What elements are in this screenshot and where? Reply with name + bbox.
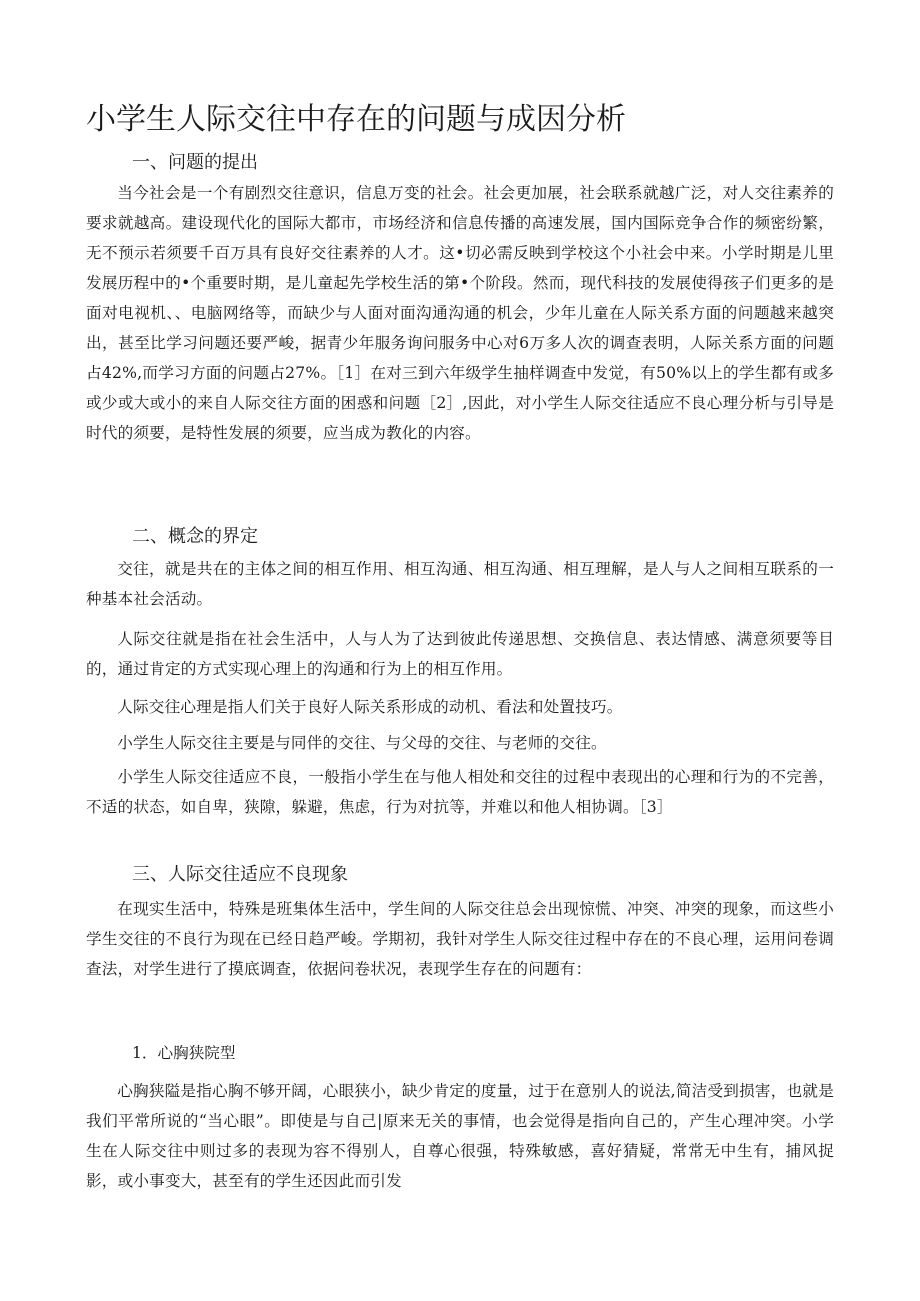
section-heading-3: 三、人际交往适应不良现象	[132, 864, 348, 885]
section-2-paragraph-4: 小学生人际交往主要是与同伴的交往、与父母的交往、与老师的交往。	[117, 734, 607, 752]
document-title: 小学生人际交往中存在的问题与成因分析	[86, 102, 626, 137]
section-2-paragraph-1: 交往，就是共在的主体之间的相互作用、相互沟通、相互沟通、相互理解，是人与人之间相互联系的一种基本社会活动。	[86, 560, 834, 608]
section-2-paragraph-5: 小学生人际交往适应不良，一般指小学生在与他人相处和交往的过程中表现出的心理和行为的不完善，不适的状态，如自卑，狭隙，躲避，焦虑，行为对抗等，并难以和他人相协调。［3］	[86, 768, 834, 816]
section-heading-1: 一、问题的提出	[132, 152, 258, 173]
subsection-1-paragraph-1: 心胸狭隘是指心胸不够开阔，心眼狭小，缺少肯定的度量，过于在意别人的说法,简洁受到损害，也就是我们平常所说的“当心眼”。即使是与自己|原来无关的事情，也会觉得是指向自己的，产生心理冲突。小学生在人际交往中则过多的表现为容不得别人，自尊心很强，特殊敏感，喜好猜疑，常常无中生有，捕风捉影，或小事变大，甚至有的学生还因此而引发	[86, 1082, 834, 1190]
section-2-paragraph-2: 人际交往就是指在社会生活中，人与人为了达到彼此传递思想、交换信息、表达情感、满意须要等目的，通过肯定的方式实现心理上的沟通和行为上的相互作用。	[86, 630, 834, 678]
section-2-paragraph-3: 人际交往心理是指人们关于良好人际关系形成的动机、看法和处置技巧。	[117, 698, 623, 716]
section-1-paragraph-1: 当今社会是一个有剧烈交往意识，信息万变的社会。社会更加展，社会联系就越广泛，对人交往素养的要求就越高。建设现代化的国际大都市，市场经济和信息传播的高速发展，国内国际竞争合作的频密纷繁，无不预示若须要千百万具有良好交往素养的人才。这•切必需反映到学校这个小社会中来。小学时期是儿里发展历程中的•个重要时期，是儿童起先学校生活的第•个阶段。然而，现代科技的发展使得孩子们更多的是面对电视机、、电脑网络等，而缺少与人面对面沟通沟通的机会，少年儿童在人际关系方面的问题越来越突出，甚至比学习问题还要严峻，据青少年服务询问服务中心对6万多人次的调查表明，人际关系方面的问题占42%,而学习方面的问题占27%。［1］在对三到六年级学生抽样调查中发觉，有50%以上的学生都有或多或少或大或小的来自人际交往方面的困惑和问题［2］,因此，对小学生人际交往适应不良心理分析与引导是时代的须要，是特性发展的须要，应当成为教化的内容。	[86, 184, 834, 442]
section-heading-2: 二、概念的界定	[132, 526, 258, 547]
section-3-paragraph-1: 在现实生活中，特殊是班集体生活中，学生间的人际交往总会出现惊慌、冲突、冲突的现象，而这些小学生交往的不良行为现在已经日趋严峻。学期初，我针对学生人际交往过程中存在的不良心理，运用问卷调查法，对学生进行了摸底调查，依据问卷状况，表现学生存在的问题有：	[86, 900, 834, 978]
subsection-heading-1: 1．心胸狭院型	[132, 1044, 236, 1062]
